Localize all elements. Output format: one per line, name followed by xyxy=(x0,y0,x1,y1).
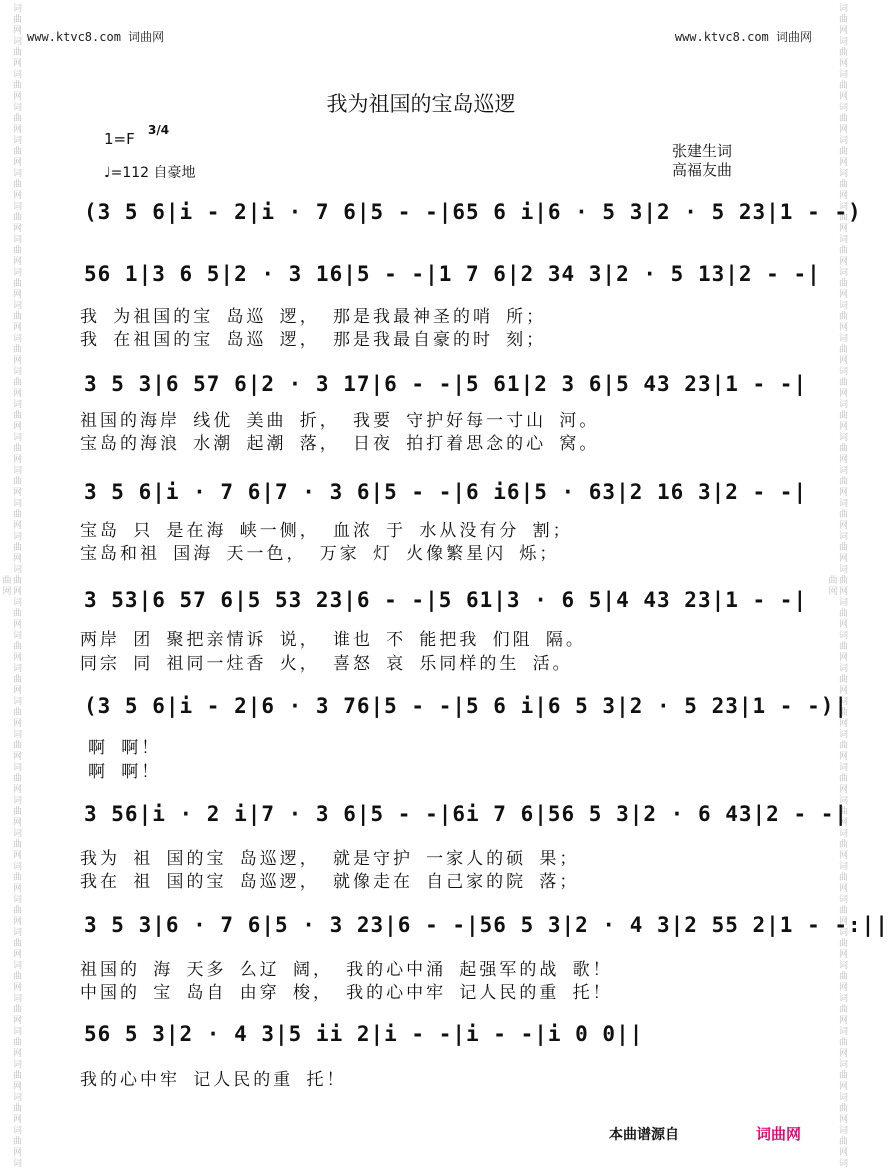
score-row-4: 3 53|6 57 6|5 53 23|6 - -|5 61|3 · 6 5|4 43 23|1 - -| xyxy=(84,588,808,612)
time-signature xyxy=(148,124,169,136)
lyric-row-6-verse-1: 我为 祖 国的宝 岛巡逻， 就是守护 一家人的硕 果； xyxy=(80,849,580,869)
lyric-row-1-verse-2: 我 在祖国的宝 岛巡 逻， 那是我最自豪的时 刻； xyxy=(80,330,547,350)
lyric-row-6-verse-2: 我在 祖 国的宝 岛巡逻， 就像走在 自己家的院 落； xyxy=(80,872,580,892)
song-title: 我为祖国的宝岛巡逻 xyxy=(326,92,516,116)
time-signature-value: 3/4 xyxy=(148,123,170,137)
composer-credit: 高福友曲 xyxy=(672,161,733,179)
watermark-text: 词曲网词曲网词曲网词曲网词曲网词曲网词曲网词曲网词曲网词曲网词曲网词曲网词曲网词曲网词曲网词曲网词曲网词曲网词曲网词曲网词曲网词曲网词曲网词曲网词曲网词曲网词曲网词曲网词曲网词曲网词曲网词曲网词曲网词曲网词曲网词曲网 xyxy=(826,2,847,1169)
lyric-row-8-verse-1: 我的心中牢 记人民的重 托！ xyxy=(80,1070,347,1090)
left-watermark-strip xyxy=(0,0,21,1171)
lyric-row-2-verse-1: 祖国的海岸 线优 美曲 折， 我要 守护好每一寸山 河。 xyxy=(80,411,600,431)
score-row-2: 3 5 3|6 57 6|2 · 3 17|6 - -|5 61|2 3 6|5 43 23|1 - -| xyxy=(84,372,808,396)
lyric-row-4-verse-1: 两岸 团 聚把亲情诉 说， 谁也 不 能把我 们阻 隔。 xyxy=(80,630,586,650)
score-row-6: 3 56|i · 2 i|7 · 3 6|5 - -|6i 7 6|56 5 3|2 · 6 43|2 - -| xyxy=(84,802,849,826)
score-row-8: 56 5 3|2 · 4 3|5 ii 2|i - -|i - -|i 0 0|| xyxy=(84,1022,644,1046)
lyric-row-4-verse-2: 同宗 同 祖同一炷香 火， 喜怒 哀 乐同样的生 活。 xyxy=(80,654,573,674)
watermark-text: 词曲网词曲网词曲网词曲网词曲网词曲网词曲网词曲网词曲网词曲网词曲网词曲网词曲网词曲网词曲网词曲网词曲网词曲网词曲网词曲网词曲网词曲网词曲网词曲网词曲网词曲网词曲网词曲网词曲网词曲网词曲网词曲网词曲网词曲网词曲网词曲网 xyxy=(0,2,21,1169)
footer-brand-link[interactable]: 词曲网 xyxy=(756,1125,802,1143)
key-signature: 1=F xyxy=(104,130,135,148)
lyric-row-1-verse-1: 我 为祖国的宝 岛巡 逻， 那是我最神圣的哨 所； xyxy=(80,307,547,327)
lyric-row-2-verse-2: 宝岛的海浪 水潮 起潮 落， 日夜 拍打着思念的心 窝。 xyxy=(80,434,600,454)
site-url-right[interactable]: www.ktvc8.com 词曲网 xyxy=(674,30,812,44)
lyric-row-5-verse-1: 啊 啊！ xyxy=(88,738,162,758)
lyric-row-7-verse-2: 中国的 宝 岛自 由穿 梭， 我的心中牢 记人民的重 托！ xyxy=(80,983,613,1003)
lyric-row-3-verse-2: 宝岛和祖 国海 天一色， 万家 灯 火像繁星闪 烁； xyxy=(80,544,560,564)
footer-source-label: 本曲谱源自 xyxy=(609,1127,679,1143)
lyric-row-7-verse-1: 祖国的 海 天多 么辽 阔， 我的心中涌 起强军的战 歌！ xyxy=(80,960,613,980)
score-row-7: 3 5 3|6 · 7 6|5 · 3 23|6 - -|56 5 3|2 · 4 3|2 55 2|1 - -:|| xyxy=(84,913,889,937)
site-url-left[interactable]: www.ktvc8.com 词曲网 xyxy=(27,30,165,44)
lyric-row-5-verse-2: 啊 啊！ xyxy=(88,762,162,782)
right-watermark-strip xyxy=(826,0,847,1171)
tempo-marking: ♩=112 自豪地 xyxy=(104,165,196,181)
score-row-5: (3 5 6|i - 2|6 · 3 76|5 - -|5 6 i|6 5 3|2 · 5 23|1 - -)| xyxy=(84,694,849,718)
score-row-1: 56 1|3 6 5|2 · 3 16|5 - -|1 7 6|2 34 3|2 · 5 13|2 - -| xyxy=(84,262,821,286)
lyricist-credit: 张建生词 xyxy=(672,142,733,160)
score-row-intro: (3 5 6|i - 2|i · 7 6|5 - -|65 6 i|6 · 5 3|2 · 5 23|1 - -) xyxy=(84,200,862,224)
lyric-row-3-verse-1: 宝岛 只 是在海 峡一侧， 血浓 于 水从没有分 割； xyxy=(80,521,573,541)
score-row-3: 3 5 6|i · 7 6|7 · 3 6|5 - -|6 i6|5 · 63|2 16 3|2 - -| xyxy=(84,480,808,504)
